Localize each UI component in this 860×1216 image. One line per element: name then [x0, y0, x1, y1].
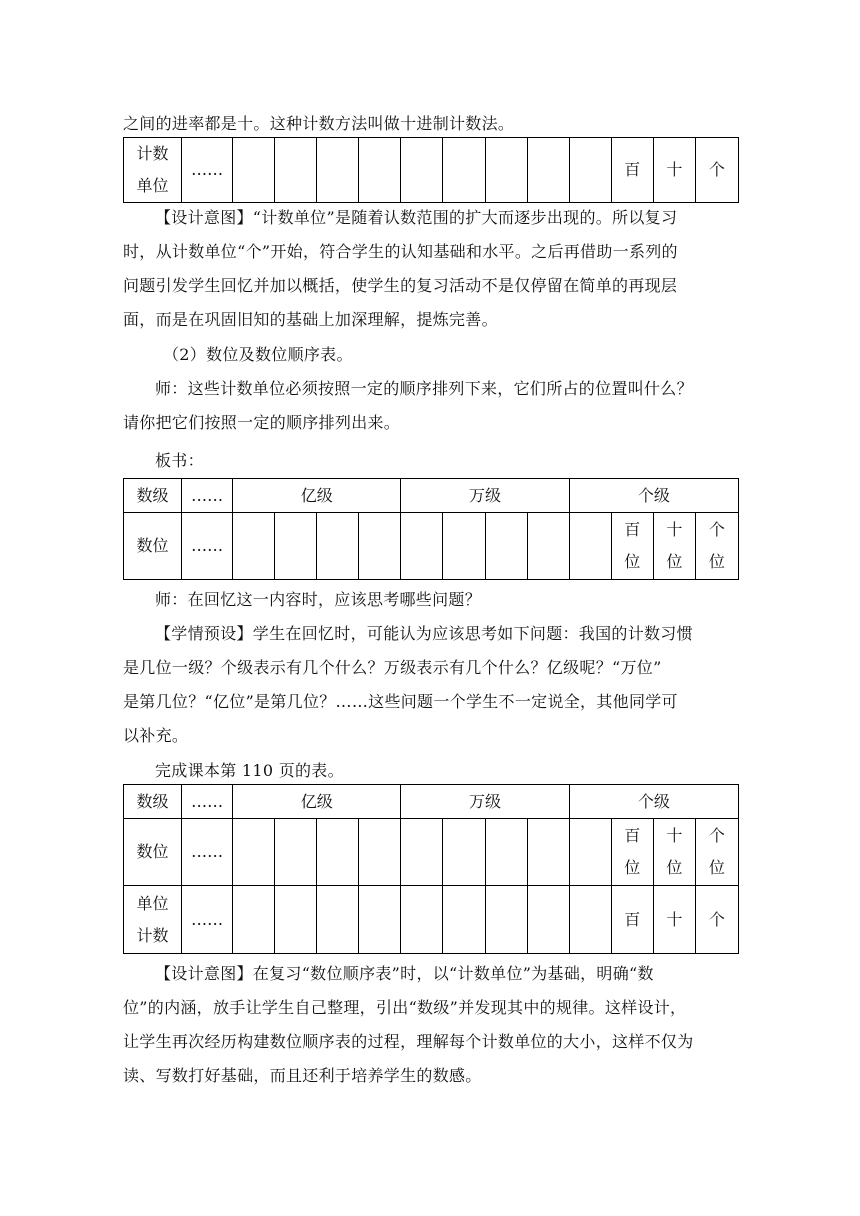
row-label-counting-unit: 计数 单位 [124, 138, 182, 203]
ellipsis-cell: …… [182, 819, 233, 886]
empty-cell [401, 886, 443, 954]
empty-cell [275, 819, 317, 886]
teacher-question-1-line: 师：这些计数单位必须按照一定的顺序排列下来，它们所占的位置叫什么？ [155, 379, 693, 398]
empty-cell [527, 886, 569, 954]
ellipsis-cell: …… [182, 785, 233, 819]
ellipsis-cell: …… [182, 513, 233, 580]
unit-cell: 个 [695, 886, 738, 954]
empty-cell [275, 886, 317, 954]
counting-unit-table [123, 137, 739, 203]
complete-task-line: 完成课本第 110 页的表。 [155, 761, 344, 780]
row-label-unit-count: 单位 计数 [124, 886, 182, 954]
empty-cell [443, 886, 485, 954]
design-intent-2-line: 读、写数打好基础，而且还利于培养学生的数感。 [123, 1066, 482, 1085]
empty-cell [317, 513, 359, 580]
empty-cell [233, 886, 275, 954]
design-intent-1-line: 问题引发学生回忆并加以概括，使学生的复习活动不是仅停留在简单的再现层 [123, 276, 678, 295]
level-cell-yi: 亿级 [233, 785, 401, 819]
intro-line: 之间的进率都是十。这种计数方法叫做十进制计数法。 [123, 114, 515, 133]
place-cell: 十 位 [653, 513, 695, 580]
empty-cell [527, 513, 569, 580]
design-intent-1-line: 面，而是在巩固旧知的基础上加深理解，提炼完善。 [123, 310, 498, 329]
empty-cell [443, 138, 485, 203]
design-intent-2-line: 位”的内涵，放手让学生自己整理，引出“数级”并发现其中的规律。这样设计， [123, 998, 687, 1017]
empty-cell [317, 138, 359, 203]
unit-cell: 百 [611, 886, 653, 954]
unit-cell: 百 [611, 138, 653, 203]
empty-cell [485, 513, 527, 580]
empty-cell [401, 513, 443, 580]
empty-cell [317, 886, 359, 954]
teacher-question-2: 师：在回忆这一内容时，应该思考哪些问题？ [155, 590, 482, 609]
level-cell-wan: 万级 [401, 785, 569, 819]
ellipsis-cell: …… [182, 479, 233, 513]
empty-cell [233, 138, 275, 203]
empty-cell [233, 513, 275, 580]
place-cell: 百 位 [611, 513, 653, 580]
ellipsis-cell: …… [182, 886, 233, 954]
empty-cell [485, 819, 527, 886]
level-cell-wan: 万级 [401, 479, 569, 513]
row-label-place: 数位 [124, 513, 182, 580]
empty-cell [317, 819, 359, 886]
place-value-table-textbook [123, 784, 739, 954]
place-cell: 十 位 [653, 819, 695, 886]
empty-cell [401, 819, 443, 886]
place-cell: 个 位 [695, 513, 738, 580]
level-cell-ge: 个级 [569, 785, 738, 819]
empty-cell [569, 819, 611, 886]
place-value-table-board [123, 478, 739, 580]
empty-cell [485, 138, 527, 203]
empty-cell [359, 819, 401, 886]
row-label-level: 数级 [124, 785, 182, 819]
empty-cell [275, 513, 317, 580]
student-preview-line: 是第几位？“亿位”是第几位？……这些问题一个学生不一定说全，其他同学可 [123, 692, 678, 711]
design-intent-2-line: 【设计意图】在复习“数位顺序表”时，以“计数单位”为基础，明确“数 [155, 964, 654, 983]
empty-cell [359, 138, 401, 203]
section-2-title: （2）数位及数位顺序表。 [163, 345, 353, 364]
empty-cell [527, 138, 569, 203]
place-cell: 百 位 [611, 819, 653, 886]
board-label: 板书： [155, 451, 204, 470]
row-label-level: 数级 [124, 479, 182, 513]
student-preview-line: 【学情预设】学生在回忆时，可能认为应该思考如下问题：我国的计数习惯 [155, 624, 693, 643]
row-label-place: 数位 [124, 819, 182, 886]
empty-cell [275, 138, 317, 203]
level-cell-ge: 个级 [569, 479, 738, 513]
empty-cell [233, 819, 275, 886]
empty-cell [359, 886, 401, 954]
empty-cell [443, 819, 485, 886]
place-cell: 个 位 [695, 819, 738, 886]
empty-cell [443, 513, 485, 580]
unit-cell: 十 [653, 138, 695, 203]
empty-cell [569, 513, 611, 580]
empty-cell [359, 513, 401, 580]
student-preview-line: 以补充。 [123, 726, 189, 745]
empty-cell [527, 819, 569, 886]
empty-cell [569, 886, 611, 954]
design-intent-2-line: 让学生再次经历构建数位顺序表的过程，理解每个计数单位的大小，这样不仅为 [123, 1032, 694, 1051]
unit-cell: 十 [653, 886, 695, 954]
student-preview-line: 是几位一级？个级表示有几个什么？万级表示有几个什么？亿级呢？“万位” [123, 658, 662, 677]
empty-cell [401, 138, 443, 203]
design-intent-1-line: 【设计意图】“计数单位”是随着认数范围的扩大而逐步出现的。所以复习 [155, 208, 678, 227]
design-intent-1-line: 时，从计数单位“个”开始，符合学生的认知基础和水平。之后再借助一系列的 [123, 242, 678, 261]
empty-cell [485, 886, 527, 954]
empty-cell [569, 138, 611, 203]
level-cell-yi: 亿级 [233, 479, 401, 513]
unit-cell: 个 [695, 138, 738, 203]
ellipsis-cell: …… [182, 138, 233, 203]
teacher-question-1-line: 请你把它们按照一定的顺序排列出来。 [123, 413, 401, 432]
